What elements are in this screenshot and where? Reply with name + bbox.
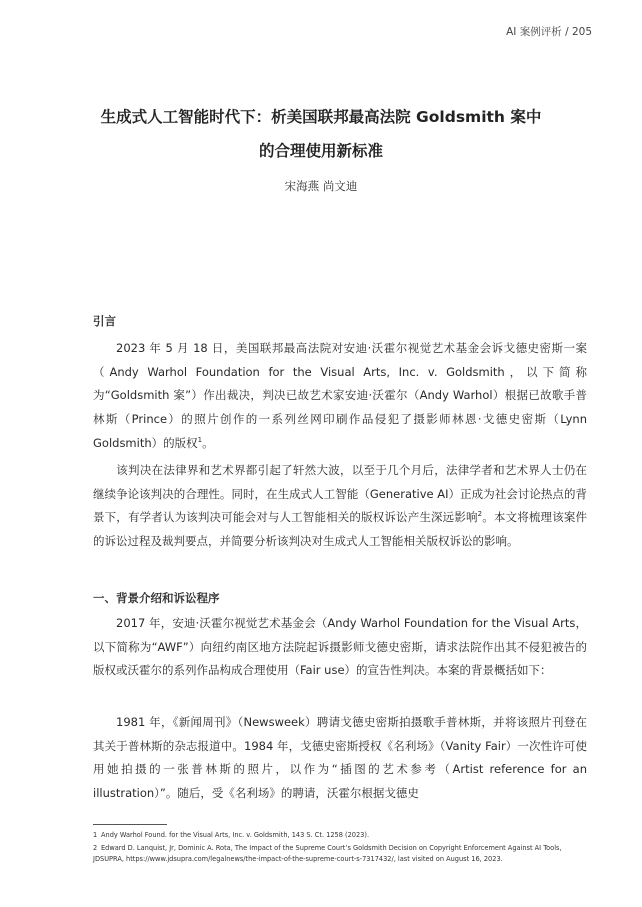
article-title-line-1: 生成式人工智能时代下：析美国联邦最高法院 Goldsmith 案中 [100,108,542,126]
footnote-ref-1[interactable]: 1 [197,435,203,444]
footnote-2-text: Edward D. Lanquist, Jr, Dominic A. Rota, The Impact of the Supreme Court’s Goldsmith Decision on Copyright Enforcement Against AI Tools, JDSUPRA, https://www.jdsupra.com/legalnews/the-impact-of-the-supreme-court-s-7317432/, last visited on August 16, 2023. [93,844,562,863]
intro-heading: 引言 [93,314,116,328]
paragraph-2-text: 该判决在法律界和艺术界都引起了轩然大波，以至于几个月后，法律学者和艺术界人士仍在继续争论该判决的合理性。同时，在生成式人工智能（Generative AI）正成为社会讨论热点的背景下，有学者认为该判决可能会对与人工智能相关的版权诉讼产生深远影响 [93,463,587,525]
footnote-2 [93,843,583,864]
footnote-divider [93,824,167,825]
footnote-ref-2[interactable]: 2 [477,510,483,519]
footnote-1-number: 1 [93,831,98,839]
paragraph-2 [93,459,587,554]
paragraph-3-text: 2017 年，安迪·沃霍尔视觉艺术基金会（Andy Warhol Foundation for the Visual Arts，以下简称为“AWF”）向纽约南区地方法院起诉摄影师戈德史密斯，请求法院作出其不侵犯被告的版权或沃霍尔的系列作品构成合理使用（Fair use）的宣告性判决。本案的背景概括如下： [93,616,587,678]
paragraph-3 [93,612,587,683]
background-heading: 一、背景介绍和诉讼程序 [93,591,220,605]
article-authors: 宋海燕 尚文迪 [284,179,358,193]
paragraph-2-end: 。本文将梳理该案件的诉讼过程及裁判要点，并简要分析该判决对生成式人工智能相关版权诉讼的影响。 [93,510,588,549]
paragraph-1-text: 2023 年 5 月 18 日，美国联邦最高法院对安迪·沃霍尔视觉艺术基金会诉戈德史密斯一案（Andy Warhol Foundation for the Visual Arts, Inc. v. Goldsmith，以下简称为“Goldsmith 案”）作出裁决，判决已故艺术家安迪·沃霍尔（Andy Warhol）根据已故歌手普林斯（Prince）的照片创作的一系列丝网印刷作品侵犯了摄影师林恩·戈德史密斯（Lynn Goldsmith）的版权 [93,341,587,450]
paragraph-4-text: 1981 年，《新闻周刊》（Newsweek）聘请戈德史密斯拍摄歌手普林斯，并将该照片刊登在其关于普林斯的杂志报道中。1984 年，戈德史密斯授权《名利场》（Vanity Fair）一次性许可使用她拍摄的一张普林斯的照片，以作为“插图的艺术参考（Artist reference for an illustration）”。随后，受《名利场》的聘请，沃霍尔根据戈德史 [93,715,587,801]
article-title-line-2: 的合理使用新标准 [258,142,383,160]
paragraph-1-end: 。 [202,435,214,450]
footnote-2-number: 2 [93,844,98,852]
paragraph-4 [93,711,587,806]
running-header: AI 案例评析 / 205 [506,26,592,38]
paragraph-1 [93,337,587,456]
footnote-1-text: Andy Warhol Found. for the Visual Arts, Inc. v. Goldsmith, 143 S. Ct. 1258 (2023). [101,831,370,839]
footnote-1 [93,830,583,841]
